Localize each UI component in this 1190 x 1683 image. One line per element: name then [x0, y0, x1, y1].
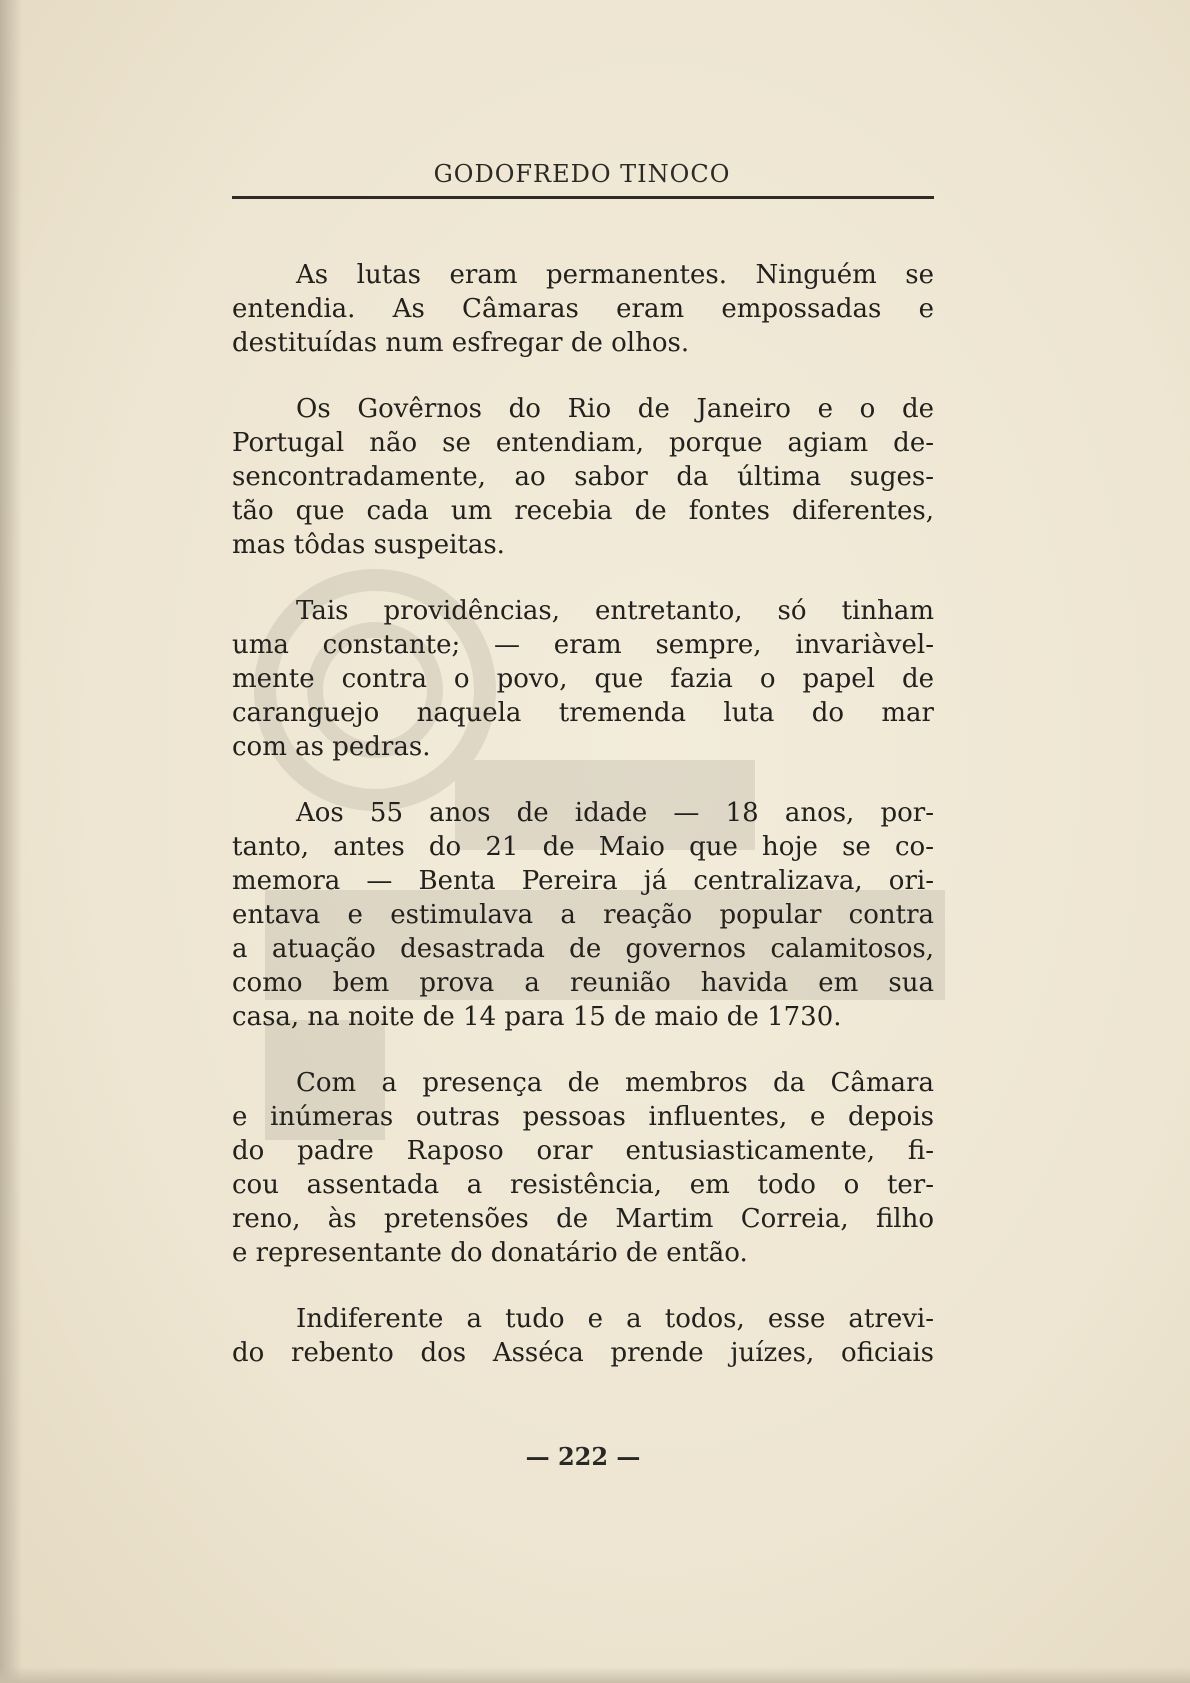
paragraph: [232, 796, 934, 1034]
text-line: sencontradamente, ao sabor da última suges-: [232, 462, 934, 492]
body-text: [232, 258, 934, 1402]
text-line: com as pedras.: [232, 732, 431, 762]
paragraph: [232, 594, 934, 764]
text-line: uma constante; — eram sempre, invariàvel-: [232, 630, 934, 660]
text-line: Tais providências, entretanto, só tinham: [296, 596, 934, 626]
text-line: a atuação desastrada de governos calamitosos,: [232, 934, 934, 964]
text-line: reno, às pretensões de Martim Correia, filho: [232, 1204, 934, 1234]
text-line: e representante do donatário de então.: [232, 1238, 748, 1268]
text-line: mas tôdas suspeitas.: [232, 530, 505, 560]
text-line: do padre Raposo orar entusiasticamente, fi-: [232, 1136, 934, 1166]
header-rule: [232, 196, 934, 199]
text-line: entava e estimulava a reação popular contra: [232, 900, 934, 930]
text-line: Os Govêrnos do Rio de Janeiro e o de: [296, 394, 934, 424]
text-line: Portugal não se entendiam, porque agiam de-: [232, 428, 934, 458]
page-edge-shadow: [0, 0, 22, 1683]
text-line: entendia. As Câmaras eram empossadas e: [232, 294, 934, 324]
text-line: Com a presença de membros da Câmara: [296, 1068, 934, 1098]
text-line: cou assentada a resistência, em todo o ter-: [232, 1170, 934, 1200]
text-line: Indiferente a tudo e a todos, esse atrevi-: [296, 1304, 934, 1334]
text-line: do rebento dos Asséca prende juízes, oficiais: [232, 1338, 934, 1368]
text-line: tanto, antes do 21 de Maio que hoje se co-: [232, 832, 934, 862]
text-line: como bem prova a reunião havida em sua: [232, 968, 934, 998]
text-line: e inúmeras outras pessoas influentes, e depois: [232, 1102, 934, 1132]
text-line: caranguejo naquela tremenda luta do mar: [232, 698, 934, 728]
page-bottom-shadow: [0, 1667, 1190, 1683]
text-line: mente contra o povo, que fazia o papel de: [232, 664, 934, 694]
paragraph: [232, 1302, 934, 1370]
text-line: As lutas eram permanentes. Ninguém se: [296, 260, 934, 290]
paragraph: [232, 1066, 934, 1270]
text-line: memora — Benta Pereira já centralizava, ori-: [232, 866, 934, 896]
text-line: destituídas num esfregar de olhos.: [232, 328, 690, 358]
paragraph: [232, 258, 934, 360]
text-line: casa, na noite de 14 para 15 de maio de 1730.: [232, 1002, 842, 1032]
running-title: GODOFREDO TINOCO: [433, 160, 731, 188]
paragraph: [232, 392, 934, 562]
page-number: — 222 —: [525, 1442, 641, 1471]
text-line: Aos 55 anos de idade — 18 anos, por-: [296, 798, 934, 828]
text-line: tão que cada um recebia de fontes diferentes,: [232, 496, 934, 526]
